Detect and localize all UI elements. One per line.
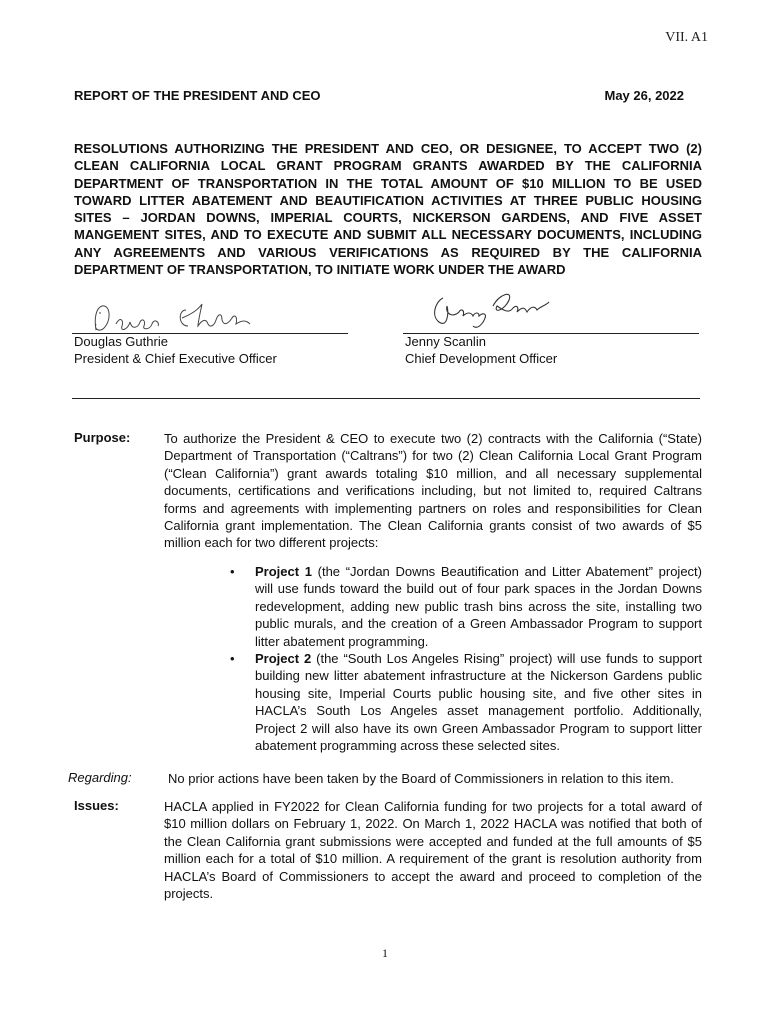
bullet-icon: • [230, 564, 235, 579]
report-date: May 26, 2022 [604, 88, 684, 103]
page-number: 1 [382, 946, 388, 960]
document-code: VII. A1 [665, 30, 708, 45]
list-item [230, 563, 702, 650]
section-divider [72, 398, 700, 399]
project-description: (the “South Los Angeles Rising” project) will use funds to support building new litter abatement infrastructure at the Nickerson Gardens public housing site, Imperial Courts public housing site, and five other sites in HACLA’s South Los Angeles asset management portfolio. Additionally, Project 2 will also have its own Green Ambassador Program to support litter abatement programming across these selected sites. [255, 651, 702, 754]
project-lead: Project 1 [255, 564, 312, 579]
signer-title: Chief Development Officer [405, 351, 558, 366]
project-list [230, 563, 702, 754]
signature-image [82, 290, 272, 334]
issues-text: HACLA applied in FY2022 for Clean California funding for two projects for a total award of $10 million dollars on February 1, 2022. On March 1, 2022 HACLA was notified that both of the Clean California grant submissions were accepted and funded at the full amounts of $5 million each for a total of $10 million. A requirement of the grant is resolution authority from HACLA’s Board of Commissioners to accept the award and proceed to completion of the projects. [164, 799, 702, 902]
issues-label: Issues: [74, 798, 119, 813]
report-title: REPORT OF THE PRESIDENT AND CEO [74, 88, 321, 103]
signer-title: President & Chief Executive Officer [74, 351, 277, 366]
regarding-label: Regarding: [68, 770, 132, 785]
purpose-label: Purpose: [74, 430, 131, 445]
regarding-text: No prior actions have been taken by the Board of Commissioners in relation to this item. [168, 771, 674, 786]
purpose-text: To authorize the President & CEO to execute two (2) contracts with the California (“State) Department of Transportation (“Caltrans”) for two (2) Clean California Local Grant Program (“Clean California”) grant awards totaling $10 million, and all necessary supplemental documents, certifications and verifications including, but not limited to, required Caltrans forms and agreements with implementing partners on roles and responsibilities for Clean California grant implementation. The Clean California grants consist of two awards of $5 million each for two different projects: [164, 431, 702, 551]
signer-name: Jenny Scanlin [405, 334, 486, 349]
list-item [230, 650, 702, 754]
signer-name: Douglas Guthrie [74, 334, 168, 349]
project-lead: Project 2 [255, 651, 312, 667]
bullet-icon: • [230, 651, 235, 667]
project-description: (the “Jordan Downs Beautification and Litter Abatement” project) will use funds toward the build out of four park spaces in the Jordan Downs redevelopment, adding new public trash bins across the site, installing two public murals, and the creation of a Green Ambassador Program to support litter abatement programming. [255, 564, 702, 649]
resolution-text: RESOLUTIONS AUTHORIZING THE PRESIDENT AND CEO, OR DESIGNEE, TO ACCEPT TWO (2) CLEAN CALIFORNIA LOCAL GRANT PROGRAM GRANTS AWARDED BY THE CALIFORNIA DEPARTMENT OF TRANSPORTATION IN THE TOTAL AMOUNT OF $10 MILLION TO BE USED TOWARD LITTER ABATEMENT AND BEAUTIFICATION ACTIVITIES AT THREE PUBLIC HOUSING SITES – JORDAN DOWNS, IMPERIAL COURTS, NICKERSON GARDENS, AND FIVE ASSET MANGEMENT SITES, AND TO EXECUTE AND SUBMIT ALL NECESSARY DOCUMENTS, INCLUDING ANY AGREEMENTS AND VARIOUS VERIFICATIONS AS REQUIRED BY THE CALIFORNIA DEPARTMENT OF TRANSPORTATION, TO INITIATE WORK UNDER THE AWARD [74, 141, 702, 278]
signature-image [413, 284, 563, 332]
